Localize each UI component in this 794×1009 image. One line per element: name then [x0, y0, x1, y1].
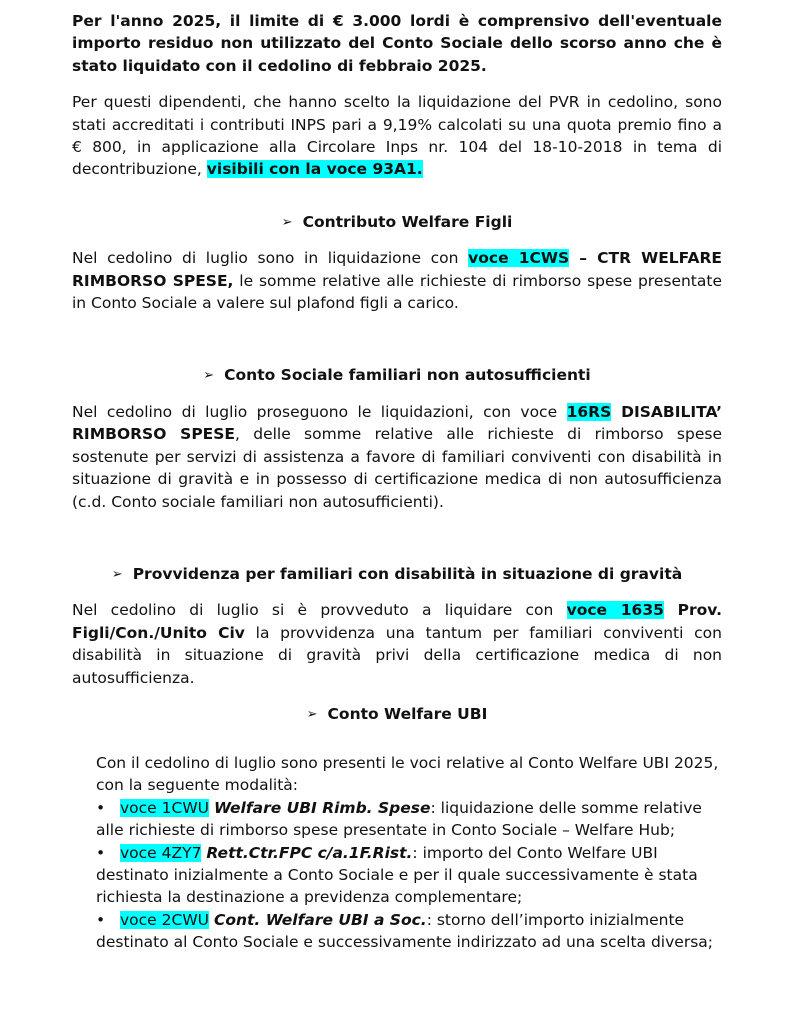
figli-voce-code: voce 1CWS [468, 249, 570, 268]
provvidenza-voce-name: Prov. Figli/Con./Unito Civ [72, 601, 722, 642]
provvidenza-paragraph [72, 599, 722, 689]
familiari-voce-code: 16RS [566, 402, 612, 421]
intro-bold-paragraph: Per l'anno 2025, il limite di € 3.000 lordi è comprensivo dell'eventuale importo residuo non utilizzato del Conto Sociale dello scorso anno che è stato liquidato con il cedolino di febbraio 2025. [72, 12, 722, 75]
welfare-intro: Con il cedolino di luglio sono presenti le voci relative al Conto Welfare UBI 2025, con la seguente modalità: [96, 754, 719, 795]
voce-name: Welfare UBI Rimb. Spese [213, 798, 431, 817]
intro-paragraph [72, 91, 722, 181]
arrow-bullet-icon: ➢ [306, 706, 318, 722]
figli-text-1: Nel cedolino di luglio sono in liquidazione con [72, 249, 459, 268]
list-item [96, 909, 724, 954]
heading-conto-welfare-ubi [72, 703, 722, 725]
heading-provvidenza [72, 563, 722, 585]
voce-description: : storno dell’importo inizialmente destinato al Conto Sociale e successivamente indirizzato ad una scelta diversa; [96, 910, 713, 952]
voce-code: voce 4ZY7 [120, 843, 202, 862]
provvidenza-voce-code: voce 1635 [566, 601, 664, 620]
heading-contributo-welfare-figli [72, 211, 722, 233]
list-item [96, 797, 724, 842]
heading-title: Conto Welfare UBI [327, 704, 488, 723]
heading-conto-sociale-familiari [72, 364, 722, 386]
list-item [96, 842, 724, 909]
arrow-bullet-icon: ➢ [203, 368, 215, 384]
provvidenza-text-1: Nel cedolino di luglio si è provveduto a liquidare con [72, 601, 554, 620]
document-page [72, 8, 722, 725]
familiari-voce-name: DISABILITA’ RIMBORSO SPESE [72, 402, 722, 444]
figli-paragraph [72, 247, 722, 314]
bullet-icon: • [96, 843, 106, 862]
intro-text: Per questi dipendenti, che hanno scelto la liquidazione del PVR in cedolino, sono stati accreditati i contributi INPS pari a 9,19% calcolati su una quota premio fino a € 800, in applicazione alla Circolare Inps nr. 104 del 18-10-2018 in tema di decontribuzione, [72, 93, 722, 179]
figli-text-2: le somme relative alle richieste di rimborso spese presentate in Conto Sociale a valere sul plafond figli a carico. [72, 271, 722, 313]
provvidenza-text-2: la provvidenza una tantum per familiari conviventi con disabilità in situazione di gravità privi della certificazione medica di non autosufficienza. [72, 623, 722, 687]
arrow-bullet-icon: ➢ [111, 566, 123, 582]
figli-voce-name: – CTR WELFARE RIMBORSO SPESE, [72, 249, 723, 290]
intro-highlight: visibili con la voce 93A1. [206, 160, 423, 179]
bullet-icon: • [96, 798, 106, 817]
voce-code: voce 1CWU [120, 798, 209, 817]
voce-description: : liquidazione delle somme relative alle richieste di rimborso spese presentate in Conto Sociale – Welfare Hub; [96, 798, 702, 840]
voce-name: Rett.Ctr.FPC c/a.1F.Rist. [206, 843, 413, 862]
heading-title: Contributo Welfare Figli [302, 212, 513, 231]
bullet-icon: • [96, 910, 106, 929]
familiari-text-1: Nel cedolino di luglio proseguono le liquidazioni, con voce [72, 402, 558, 421]
arrow-bullet-icon: ➢ [281, 214, 293, 230]
welfare-bullet-list [96, 797, 724, 954]
voce-description: : importo del Conto Welfare UBI destinato inizialmente a Conto Sociale e per il quale successivamente è stata richiesta la destinazione a previdenza complementare; [96, 843, 698, 907]
familiari-text-2: , delle somme relative alle richieste di rimborso spese sostenute per servizi di assistenza a favore di familiari conviventi con disabilità in situazione di gravità e in possesso di certificazione medica di non autosufficienza (c.d. Conto sociale familiari non autosufficienti). [72, 425, 722, 511]
welfare-ubi-block [96, 752, 724, 954]
heading-title: Provvidenza per familiari con disabilità in situazione di gravità [132, 564, 683, 583]
familiari-paragraph [72, 401, 722, 513]
heading-title: Conto Sociale familiari non autosufficienti [224, 366, 591, 385]
voce-code: voce 2CWU [120, 910, 209, 929]
voce-name: Cont. Welfare UBI a Soc. [213, 910, 427, 929]
